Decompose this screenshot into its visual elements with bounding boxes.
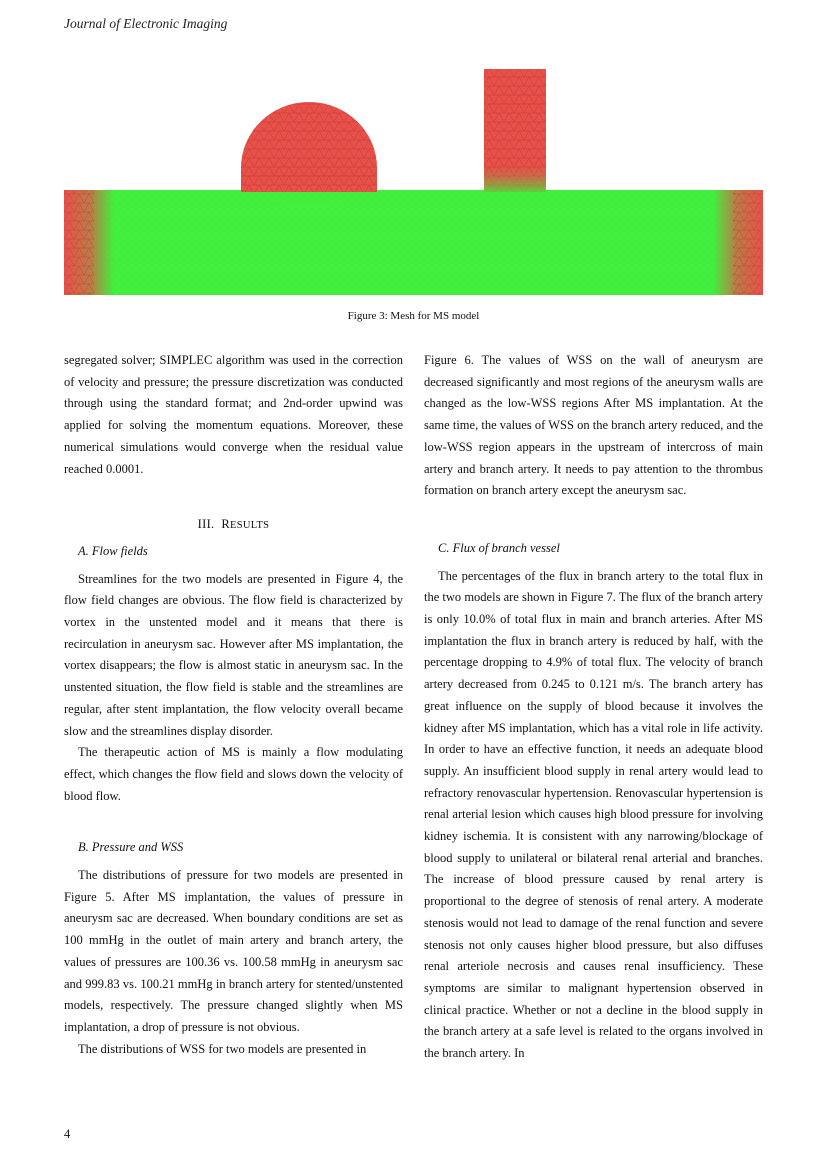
section-number: III. (197, 517, 215, 532)
paragraph: Streamlines for the two models are presented in Figure 4, the flow field changes are obvious. The flow field is characterized by vortex in the unstented model and it means that there is recirculation in aneurysm sac. However after MS implantation, the vortex disappears; the flow is almost static in aneurysm sac. In the unstented situation, the flow field is stable and the streamlines are regular, after stent implantation, the flow velocity overall became slow and the streamlines display disorder. (64, 571, 403, 738)
subsection-heading-flux: C. Flux of branch vessel (438, 540, 560, 555)
mesh-figure (64, 68, 763, 296)
aneurysm-sac (241, 102, 377, 205)
paragraph: The distributions of pressure for two models are presented in Figure 5. After MS implantation, the values of pressure in aneurysm sac are decreased. When boundary conditions are set as 100 mmHg in the outlet of main artery and branch artery, the values of pressures are 100.36 vs. 100.58 mmHg in aneurysm sac and 999.83 vs. 100.21 mmHg in branch artery for stented/unstented models, respectively. The pressure changed slightly when MS implantation, a drop of pressure is not obvious. (64, 868, 403, 1034)
right-column (424, 350, 763, 1065)
paragraph: The distributions of WSS for two models are presented in (78, 1041, 367, 1056)
subsection-heading-pressure-wss: B. Pressure and WSS (78, 840, 184, 855)
page-number: 4 (64, 1127, 71, 1141)
journal-running-head: Journal of Electronic Imaging (64, 16, 228, 31)
paragraph: Figure 6. The values of WSS on the wall of aneurysm are decreased significantly and most regions of the aneurysm walls are changed as the low-WSS regions After MS implantation. At the same time, the values of WSS on the branch artery reduced, and the low-WSS region appears in the upstream of intercross of main artery and branch artery. It needs to pay attention to the thrombus formation on branch artery except the aneurysm sac. (424, 353, 763, 498)
figure-caption: Figure 3: Mesh for MS model (347, 310, 480, 322)
section-title-rest: ESULTS (229, 520, 270, 532)
paragraph: The therapeutic action of MS is mainly a flow modulating effect, which changes the flow field and slows down the velocity of blood flow. (64, 745, 403, 803)
section-title-initial: R (221, 517, 230, 532)
paragraph: The percentages of the flux in branch artery to the total flux in the two models are shown in Figure 7. The flux of the branch artery is only 10.0% of total flux in main and branch arteries. After MS implantation the flux in branch artery is reduced by half, with the percentage dropping to 4.9% of total flux. The velocity of branch artery decreased from 0.245 to 0.121 m/s. The branch artery has great influence on the supply of blood because it involves the kidney after MS implantation, which has a vital role in life activity. In order to have an effective function, it needs an adequate blood supply. An insufficient blood supply in renal artery would lead to refractory renovascular hypertension. Renovascular hypertension is renal arterial lesion which causes high blood pressure for involving kidney ischemia. It is consistent with any narrowing/blockage of blood supply to unilateral or bilateral renal arterial and branches. The increase of blood pressure caused by renal artery is proportional to the degree of stenosis of renal artery. A moderate stenosis would not lead to damage of the renal function and severe stenosis not only causes higher blood pressure, but also diffuses renal arteriole necrosis and causes renal insufficiency. These symptoms are similar to malignant hypertension observed in clinical practice. Whether or not a decline in the blood supply in the branch artery at a safe level is related to the organs involved in the branch artery. In (424, 568, 763, 1061)
branch-artery (484, 69, 546, 192)
section-heading-results (64, 514, 403, 537)
main-artery (64, 190, 763, 295)
paragraph: segregated solver; SIMPLEC algorithm was used in the correction of velocity and pressure; the pressure discretization was conducted through using the standard format; and 2nd-order upwind was applied for solving the momentum equations. Moreover, these numerical simulations would converge when the residual value reached 0.0001. (64, 353, 403, 476)
subsection-heading-flow-fields: A. Flow fields (78, 543, 148, 558)
left-column (64, 350, 403, 1060)
mesh-illustration (64, 68, 763, 296)
